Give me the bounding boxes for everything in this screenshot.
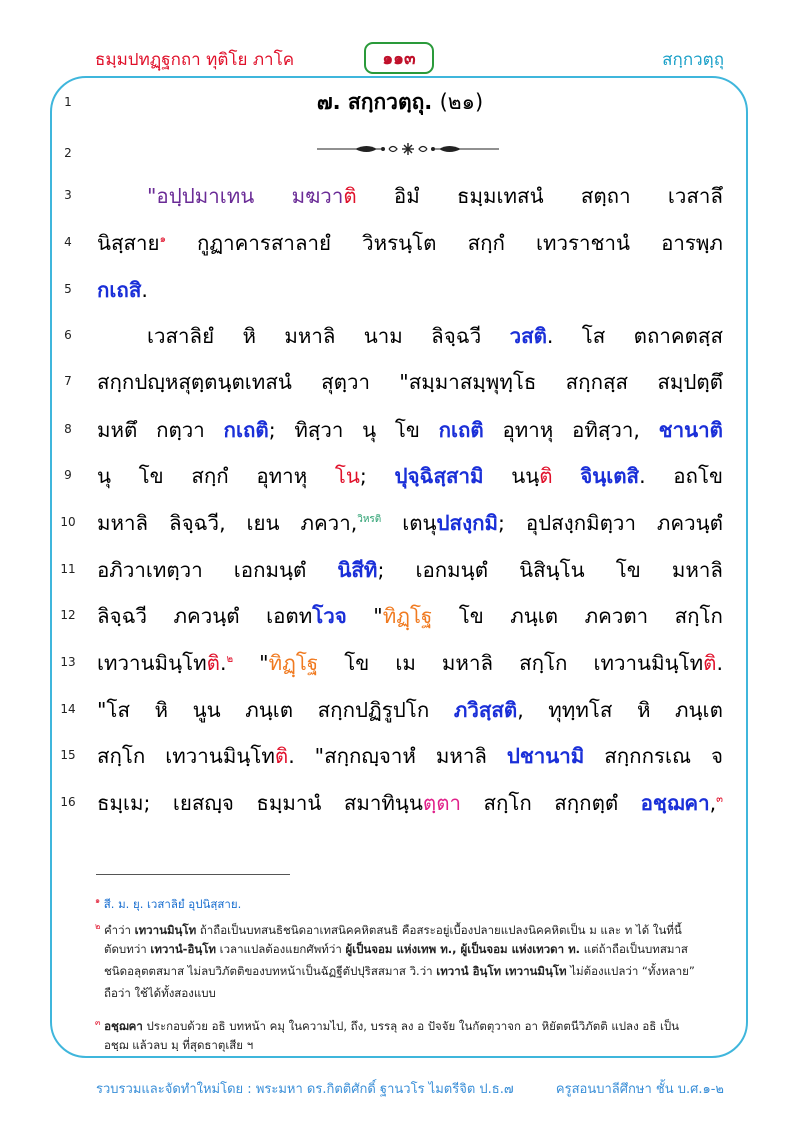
line-number: 16 [60,795,76,809]
word: นุ [362,418,377,442]
word: สกฺโก [519,651,568,675]
word-group [344,788,461,818]
line-number: 3 [64,188,72,202]
footnote-divider [96,874,290,875]
word: อุทาหุ [502,418,554,442]
word: อทิสฺวา, [572,418,640,442]
chapter-title [0,86,800,119]
word: กตฺวา [156,418,205,442]
line-number: 12 [60,608,76,622]
word: อุปสงฺกมิตฺวา [525,511,636,535]
line-number: 4 [64,235,72,249]
text-line-13 [97,648,723,678]
verb: วสติ [509,324,547,348]
verb: นิสีทิ [337,558,378,582]
footnote-mark: ๒ [95,922,101,931]
word: ทิสฺวา [294,418,344,442]
word: เอกมนฺตํ [415,558,489,582]
word: ภควา, [300,511,358,535]
verb: ปุจฺฉิสฺสามิ [394,464,484,488]
verb: กเถติ [438,418,484,442]
line-number: 9 [64,468,72,482]
word: ธมฺเม; [97,791,151,815]
footer-author: รวบรวมและจัดทำใหม่โดย : พระมหา ดร.กิตติศักดิ์ ฐานวโร ไมตรีจิต ป.ธ.๗ [96,1082,514,1097]
word: "สกฺกญฺจาหํ [314,744,416,768]
text-line-7 [97,367,723,397]
chapter-title-number: (๒๑) [439,90,484,114]
word: นาม [363,324,403,348]
text-line-9 [97,461,723,491]
footnote-ref-1: ๑ [159,234,166,246]
line-number: 1 [64,95,72,109]
line-number: 8 [64,422,72,436]
verb: จินฺเตสิ [580,464,640,488]
footnote-mark: ๑ [95,896,101,905]
text-line-3 [147,181,723,211]
word-suffix: ติ [539,464,553,488]
word-group [97,275,148,305]
footnote-2-line-4 [104,982,724,1004]
footnote-text: อชฺฌ แล้วลบ มฺ ที่สุดธาตุเสีย ฯ [104,1038,254,1052]
word: ลิจฺฉวี [431,324,482,348]
word: สกฺกํ [467,231,505,255]
fleuron-divider-icon [315,141,501,157]
line-number: 2 [64,146,72,160]
footnote-mark: ๓ [95,1018,101,1027]
text-line-8 [97,415,723,445]
word: "สมฺมาสมฺพุทฺโธ [399,370,537,394]
punct: , [517,698,524,722]
footnote-text: ประกอบด้วย อธิ บทหน้า คมุ ในความไป, ถึง, บรรลุ ลง อ ปัจจัย ในกัตตุวาจก อา หิยัตตนีวิภัตติ แปลง อธิ เป็น [142,1018,680,1033]
word: เยน [246,511,280,535]
footnote-text: เวลาแปลต้องแยกศัพท์ว่า [215,942,346,956]
word: อารพฺภ [661,231,723,255]
word: มหาลิ [97,511,149,535]
footnote-3-line-2 [104,1034,724,1056]
punct: . [716,651,723,675]
word: หิ [242,324,256,348]
word: ลิจฺฉวี, [169,511,226,535]
page-number-box: ๑๑๓ [364,42,434,74]
line-number: 15 [60,748,76,762]
word-group [373,601,432,631]
line-number: 5 [64,282,72,296]
footnote-term: ผู้เป็นจอม แห่งเทพ ท., ผู้เป็นจอม แห่งเทวดา ท. [345,942,581,956]
word: เทวานมินฺโท [97,651,207,675]
word: ทุทฺทโส [548,698,613,722]
word-suffix: ตฺตา [422,791,462,815]
word: ภนฺเต [245,698,294,722]
footnote-term: เทวานํ อินฺโท เทวานมินฺโท [436,964,567,978]
word: นิสินฺโน [519,558,585,582]
word: "โส [97,698,130,722]
footnote-ref-2: ๒ [226,654,234,666]
line-number: 11 [60,562,76,576]
word: เทวานมินฺโท [165,744,275,768]
word: นุ [97,464,112,488]
word: มฆวา [291,184,344,208]
punct: ; [268,418,276,442]
word-suffix: ติ [274,744,289,768]
word: สกฺกปญฺหสุตฺตนฺตเทสนํ [97,370,292,394]
word: จ [710,744,723,768]
punct: . [288,744,295,768]
word-group [300,508,381,538]
word-group [454,695,524,725]
running-header-left: ธมฺมปทฏฺฐกถา ทุติโย ภาโค [95,50,295,70]
word-group [511,461,552,491]
word: สุตฺวา [321,370,370,394]
footnote-text: ไม่ต้องแปลว่า “ทั้งหลาย” [566,964,695,978]
word: สกฺกตฺตํ [554,791,619,815]
word: อุทาหุ [256,464,308,488]
word: สมฺปตฺตึ [657,370,723,394]
word-group [594,648,723,678]
word: อิมํ [393,184,420,208]
word: เทวานมินฺโท [593,651,704,675]
verb: ปชานามิ [506,744,585,768]
word: สกฺกํ [191,464,229,488]
word: ภควนฺตํ [656,511,723,535]
word: นนฺ [511,464,540,488]
footnote-text: สี. ม. ยุ. เวสาลิยํ อุปนิสฺสาย. [103,896,242,911]
text-line-5 [97,275,723,305]
word: "อปฺปมาเทน [147,184,255,208]
word: อถโข [673,464,723,488]
verb: ปสงฺกมิ [436,511,499,535]
text-line-6 [147,321,723,351]
punct: . [639,464,646,488]
word: กูฏาคารสาลายํ [197,231,332,255]
word: ภควนฺตํ [173,604,240,628]
verb: โวจ [312,604,347,628]
word-group [97,228,166,258]
text-line-14 [97,695,723,725]
word: เตนุ [402,511,437,535]
word-suffix: ติ [703,651,717,675]
line-number: 6 [64,328,72,342]
word: โข [344,651,370,675]
word: มหาลิ [435,744,487,768]
word-group [224,415,276,445]
word: ทิฏฺโฐ [382,604,433,628]
punct: " [259,651,269,675]
word: เวสาลิยํ [147,324,215,348]
word: สกฺกกรเณ [604,744,692,768]
word: เอตท [266,604,313,628]
verb: ชานาติ [658,418,723,442]
word: สกฺโก [483,791,532,815]
word-group [259,648,318,678]
running-header-right: สกฺกวตฺถุ [662,50,724,70]
word: สกฺกสฺส [565,370,629,394]
word: ตถาคตสฺส [633,324,723,348]
footnote-2-line-3 [104,960,724,982]
word-group [292,181,357,211]
word-group [580,461,645,491]
punct: ; [377,558,385,582]
punct: ; [498,511,505,535]
punct: . [141,278,148,302]
footnote-text: ถ้าถือเป็นบทสนธิชนิดอาเทสนิคคหิตสนธิ คือสระอยู่เบื้องปลายแปลงนิคคหิตเป็น ม และ ท ได้ ในที่นี้ [196,922,682,937]
word-group [335,461,367,491]
word-group [402,508,505,538]
line-number: 14 [60,702,76,716]
word: เอกมนฺตํ [233,558,307,582]
verb: กเถสิ [97,278,142,302]
footer-course: ครูสอนบาลีศึกษา ชั้น บ.ศ.๑-๒ [555,1082,724,1097]
word-group [97,648,233,678]
interlinear-note: วิหรติ [357,514,382,526]
word: หิ [154,698,169,722]
chapter-title-main: ๗. สกฺกวตฺถุ. [316,90,433,114]
word-group [641,788,723,818]
footnote-text: คำว่า [103,922,135,937]
footnote-text: ตัดบทว่า [104,942,151,956]
verb: อชฺฌคา [640,791,710,815]
verb: กเถติ [223,418,269,442]
word: ลิจฺฉวี [97,604,148,628]
word: ภควตา [584,604,649,628]
word: สกฺโก [97,744,146,768]
text-line-10 [97,508,723,538]
footnote-text: แต่ถ้าถือเป็นบทสมาส [580,942,688,956]
word: โข [458,604,484,628]
footnote-text: ชนิดอลุตตสมาส ไม่ลบวิภัตติของบทหน้าเป็นฉัฏฐีตัปปุริสสมาส วิ.ว่า [104,964,437,978]
footnote-term: เทวานํ-อินฺโท [150,942,216,956]
word: ภนฺเต [510,604,559,628]
word: นูน [192,698,221,722]
word: โข [138,464,164,488]
footnote-text: ถือว่า ใช้ได้ทั้งสองแบบ [104,986,216,1000]
word: โข [394,418,420,442]
word: นิสฺสาย [97,231,160,255]
text-line-12 [97,601,723,631]
word-suffix: ติ [206,651,220,675]
footnote-2-line-2 [104,938,724,960]
punct: " [373,604,383,628]
word: ภนฺเต [675,698,723,722]
word: เม [395,651,416,675]
word: สมาทินฺน [343,791,423,815]
word: สกฺโก [674,604,723,628]
word-group [165,741,294,771]
word: ธมฺมานํ [256,791,322,815]
word: สตฺถา [580,184,631,208]
punct: . [546,324,554,348]
word: ธมฺมเทสนํ [457,184,544,208]
word: โน [334,464,360,488]
word: มหตึ [97,418,138,442]
text-line-15 [97,741,723,771]
word: มหาลิ [671,558,723,582]
footnote-term: อชฺฌคา [104,1018,143,1033]
line-number: 7 [64,374,72,388]
page-footer [96,1078,724,1099]
word-suffix: ติ [343,184,357,208]
word: หิ [636,698,651,722]
word: โส [581,324,606,348]
line-number: 10 [60,515,76,529]
word-group [510,321,554,351]
text-line-4 [97,228,723,258]
punct: , [709,791,717,815]
word: เยสญฺจ [172,791,234,815]
footnote-term: เทวานมินฺโท [134,922,197,937]
word: สกฺกปฏิรูปโก [317,698,430,722]
word: ทิฏฺโฐ [268,651,319,675]
word: วิหรนฺโต [362,231,437,255]
punct: . [219,651,227,675]
word-group [266,601,347,631]
word: เทวราชานํ [535,231,630,255]
footnote-1 [95,890,715,915]
word: อภิวาเทตฺวา [97,558,203,582]
word: มหาลิ [441,651,494,675]
punct: ; [359,464,367,488]
line-number: 13 [60,655,76,669]
footnote-ref-3: ๓ [716,794,723,806]
text-line-11 [97,555,723,585]
text-line-16 [97,788,723,818]
word: เวสาลึ [667,184,723,208]
word: มหาลิ [284,324,336,348]
word: โข [615,558,641,582]
word-group [337,555,384,585]
verb: ภวิสฺสติ [453,698,518,722]
